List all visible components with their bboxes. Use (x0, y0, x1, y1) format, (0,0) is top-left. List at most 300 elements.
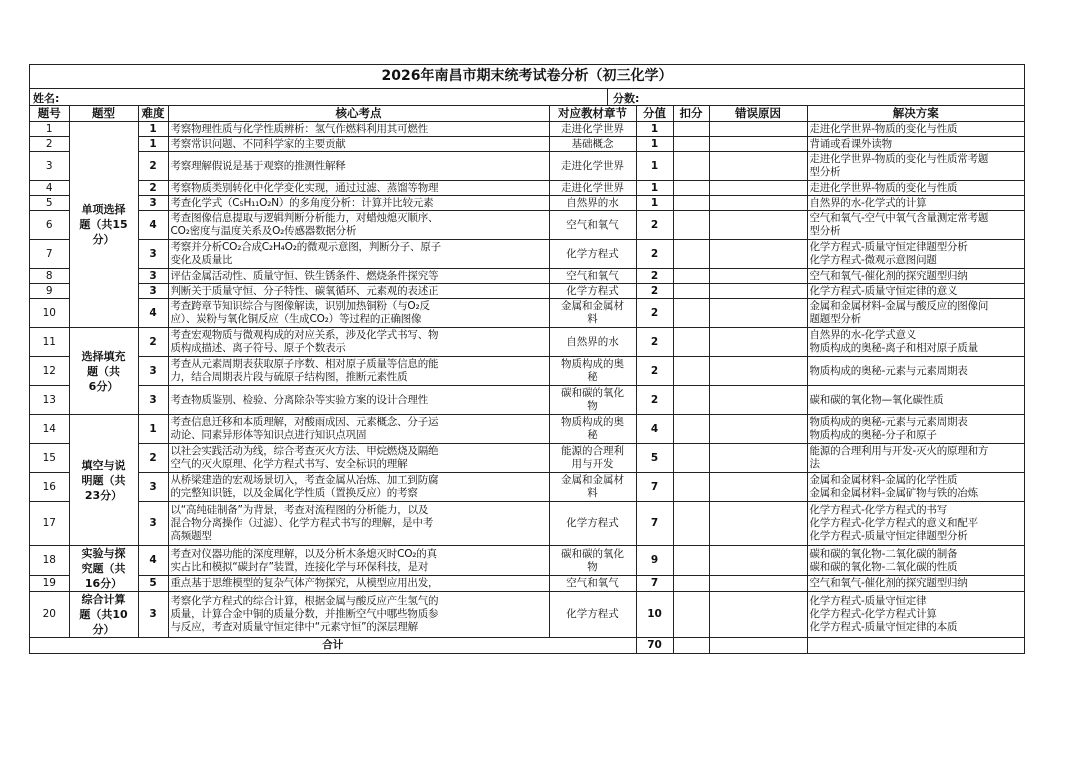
solution (807, 328, 1024, 357)
question-number: 4 (30, 181, 69, 196)
question-type-line: 16分） (84, 577, 123, 590)
solution-line: 化学方程式-质量守恒定律题型分析 (809, 530, 968, 542)
table-row (30, 592, 1024, 638)
core-focus-line: 考察物质类别转化中化学变化实现，通过过滤、蒸馏等物理 (170, 181, 439, 194)
solution (807, 576, 1024, 592)
table-row (30, 137, 1024, 152)
solution-line: 物质构成的奥秘-元素与元素周期表 (809, 416, 968, 428)
textbook-chapter-line: 金属和金属材 (561, 474, 624, 486)
solution-line: 化学方程式-质量守恒定律的意义 (809, 284, 958, 297)
solution-line: 化学方程式-质量守恒定律题型分析 (809, 241, 968, 253)
difficulty: 3 (138, 196, 168, 211)
solution-line: 化学方程式-化学方程式的书写 (809, 504, 947, 516)
difficulty: 1 (138, 415, 168, 444)
question-number: 10 (30, 299, 69, 328)
core-focus-line: 质构成描述、离子符号、原子个数表示 (170, 342, 346, 354)
core-focus-line: 的完整知识链，以及金属化学性质（置换反应）的考察 (170, 487, 418, 499)
core-focus-line: 考察理解假说是基于观察的推测性解释 (170, 159, 346, 172)
textbook-chapter (549, 415, 636, 444)
solution-line: 法 (809, 458, 820, 470)
core-focus (168, 386, 549, 415)
question-number: 9 (30, 284, 69, 299)
solution-line: 物质构成的奥秘-元素与元素周期表 (809, 364, 968, 377)
analysis-table (30, 106, 1024, 653)
error-reason-cell (709, 415, 807, 444)
header-points: 分值 (636, 106, 673, 122)
deduct-cell (673, 357, 709, 386)
core-focus-line: 混合物分离操作（过滤）、化学方程式书写的理解，是中考 (170, 517, 434, 529)
textbook-chapter (549, 137, 636, 152)
core-focus (168, 211, 549, 240)
error-reason-cell (709, 137, 807, 152)
deduct-cell (673, 473, 709, 502)
textbook-chapter-line: 自然界的水 (566, 335, 619, 348)
points: 2 (636, 299, 673, 328)
textbook-chapter-line: 物质构成的奥 (561, 416, 624, 428)
textbook-chapter-line: 金属和金属材 (561, 300, 624, 312)
points: 2 (636, 240, 673, 269)
question-number: 16 (30, 473, 69, 502)
solution (807, 502, 1024, 546)
question-number: 5 (30, 196, 69, 211)
core-focus-line: 重点基于思维模型的复杂气体产物探究，从模型应用出发， (170, 577, 439, 590)
solution (807, 357, 1024, 386)
table-row (30, 473, 1024, 502)
core-focus-line: 考察化学方程式的综合计算，根据金属与酸反应产生氢气的 (170, 595, 439, 607)
name-score-bar (30, 89, 1024, 106)
textbook-chapter-line: 秘 (587, 371, 598, 383)
core-focus-line: 考查从元素周期表获取原子序数、相对原子质量等信息的能 (170, 358, 439, 370)
header-focus: 核心考点 (168, 106, 549, 122)
solution (807, 211, 1024, 240)
deduct-cell (673, 386, 709, 415)
solution (807, 196, 1024, 211)
solution-line: 自然界的水-化学式的计算 (809, 196, 927, 209)
question-number: 17 (30, 502, 69, 546)
error-reason-cell (709, 152, 807, 181)
difficulty: 4 (138, 546, 168, 576)
question-number: 20 (30, 592, 69, 638)
solution-line: 走进化学世界-物质的变化与性质 (809, 181, 958, 194)
textbook-chapter (549, 386, 636, 415)
textbook-chapter (549, 473, 636, 502)
core-focus-line: 评估金属活动性、质量守恒、铁生锈条件、燃烧条件探究等 (170, 269, 439, 282)
deduct-cell (673, 137, 709, 152)
error-reason-cell (709, 328, 807, 357)
header-deduct: 扣分 (673, 106, 709, 122)
solution-line: 空气和氧气-空气中氧气含量测定常考题 (809, 212, 989, 224)
solution-line: 碳和碳的氧化物-二氧化碳的制备 (809, 547, 958, 560)
textbook-chapter-line: 空气和氧气 (566, 577, 619, 590)
solution-line: 化学方程式-化学方程式的意义和配平 (809, 517, 978, 529)
solution-line: 空气和氧气-催化剂的探究题型归纳 (809, 577, 968, 590)
core-focus-line: CO₂密度与温度关系及O₂传感器数据分析 (170, 225, 357, 237)
textbook-chapter-line: 走进化学世界 (561, 159, 624, 172)
core-focus (168, 473, 549, 502)
deduct-cell (673, 328, 709, 357)
solution (807, 415, 1024, 444)
difficulty: 2 (138, 152, 168, 181)
header-difficulty: 难度 (138, 106, 168, 122)
core-focus-line: 高频题型 (170, 530, 212, 542)
total-label: 合计 (30, 638, 636, 654)
deduct-cell (673, 181, 709, 196)
textbook-chapter-line: 料 (587, 487, 598, 499)
question-number: 1 (30, 122, 69, 137)
difficulty: 3 (138, 386, 168, 415)
question-type-line: 分） (92, 233, 115, 246)
table-row (30, 502, 1024, 546)
textbook-chapter-line: 自然界的水 (566, 196, 619, 209)
solution (807, 546, 1024, 576)
solution-line: 走进化学世界-物质的变化与性质 (809, 122, 958, 135)
textbook-chapter (549, 299, 636, 328)
core-focus (168, 415, 549, 444)
core-focus-line: 考察常识问题、不同科学家的主要贡献 (170, 137, 346, 150)
textbook-chapter (549, 196, 636, 211)
question-number: 19 (30, 576, 69, 592)
textbook-chapter-line: 基础概念 (571, 137, 614, 150)
table-row (30, 576, 1024, 592)
points: 4 (636, 415, 673, 444)
core-focus-line: 应）、炭粉与氧化铜反应（生成CO₂）等过程的正确图像 (170, 313, 422, 325)
page-title: 2026年南昌市期末统考试卷分析（初三化学） (30, 65, 1024, 89)
points: 1 (636, 196, 673, 211)
question-type-line: 6分） (88, 379, 119, 393)
error-reason-cell (709, 444, 807, 473)
points: 7 (636, 576, 673, 592)
textbook-chapter-line: 化学方程式 (566, 608, 619, 620)
error-reason-cell (709, 473, 807, 502)
header-chapter: 对应教材章节 (549, 106, 636, 122)
deduct-cell (673, 546, 709, 576)
difficulty: 3 (138, 269, 168, 284)
solution-line: 空气和氧气-催化剂的探究题型归纳 (809, 269, 968, 282)
core-focus-line: 以社会实践活动为线，综合考查灭火方法、甲烷燃烧及隔绝 (170, 445, 439, 457)
points: 7 (636, 473, 673, 502)
textbook-chapter-line: 走进化学世界 (561, 181, 624, 194)
deduct-cell (673, 152, 709, 181)
points: 9 (636, 546, 673, 576)
table-row (30, 284, 1024, 299)
deduct-cell (673, 284, 709, 299)
textbook-chapter (549, 576, 636, 592)
deduct-cell (673, 299, 709, 328)
question-type (69, 415, 138, 546)
textbook-chapter-line: 物质构成的奥 (561, 358, 624, 370)
question-type-line: 明题（共 (81, 473, 126, 487)
core-focus-line: 力，结合周期表片段与硫原子结构图，推断元素性质 (170, 371, 408, 383)
core-focus-line: 考查化学式（C₅H₁₁O₂N）的多角度分析：计算并比较元素 (170, 196, 434, 209)
question-number: 7 (30, 240, 69, 269)
textbook-chapter (549, 284, 636, 299)
question-number: 6 (30, 211, 69, 240)
question-type-line: 23分） (84, 488, 123, 502)
points: 1 (636, 181, 673, 196)
question-type-line: 题（共 (87, 364, 120, 378)
core-focus-line: 考查图像信息提取与逻辑判断分析能力，对蜡烛熄灭顺序、 (170, 212, 439, 224)
core-focus-line: 判断关于质量守恒、分子特性、碳氧循环、元素观的表述正 (170, 284, 439, 297)
name-label: 姓名: (33, 92, 60, 105)
textbook-chapter-line: 化学方程式 (566, 284, 619, 297)
core-focus-line: 考查物质鉴别、检验、分离除杂等实验方案的设计合理性 (170, 393, 428, 406)
question-type (69, 592, 138, 638)
difficulty: 5 (138, 576, 168, 592)
table-row (30, 415, 1024, 444)
table-row (30, 122, 1024, 137)
core-focus-line: 从桥梁建造的宏观场景切入，考查金属从冶炼、加工到防腐 (170, 474, 439, 486)
solution (807, 473, 1024, 502)
error-reason-cell (709, 546, 807, 576)
question-number: 13 (30, 386, 69, 415)
core-focus (168, 546, 549, 576)
points: 5 (636, 444, 673, 473)
table-row (30, 211, 1024, 240)
solution-line: 型分析 (809, 166, 841, 178)
question-number: 15 (30, 444, 69, 473)
error-reason-cell (709, 576, 807, 592)
core-focus (168, 269, 549, 284)
header-row (30, 106, 1024, 122)
question-number: 3 (30, 152, 69, 181)
core-focus-line: 考察并分析CO₂合成C₂H₄O₂的微观示意图，判断分子、原子 (170, 241, 441, 253)
core-focus (168, 181, 549, 196)
difficulty: 3 (138, 284, 168, 299)
difficulty: 1 (138, 137, 168, 152)
core-focus (168, 592, 549, 638)
table-row (30, 152, 1024, 181)
points: 10 (636, 592, 673, 638)
deduct-cell (673, 576, 709, 592)
difficulty: 3 (138, 473, 168, 502)
solution (807, 444, 1024, 473)
textbook-chapter-line: 秘 (587, 429, 598, 441)
deduct-cell (673, 211, 709, 240)
textbook-chapter-line: 用与开发 (571, 458, 614, 470)
question-type (69, 546, 138, 592)
deduct-cell (673, 592, 709, 638)
textbook-chapter (549, 444, 636, 473)
textbook-chapter (549, 269, 636, 284)
textbook-chapter-line: 走进化学世界 (561, 122, 624, 135)
error-reason-cell (709, 284, 807, 299)
header-no: 题号 (30, 106, 69, 122)
solution (807, 592, 1024, 638)
header-type: 题型 (69, 106, 138, 122)
table-row (30, 240, 1024, 269)
question-number: 2 (30, 137, 69, 152)
textbook-chapter (549, 546, 636, 576)
difficulty: 3 (138, 240, 168, 269)
question-type-line: 填空与说 (81, 458, 126, 472)
core-focus (168, 299, 549, 328)
textbook-chapter (549, 357, 636, 386)
solution-line: 物质构成的奥秘-离子和相对原子质量 (809, 342, 978, 354)
solution-line: 物质构成的奥秘-分子和原子 (809, 429, 937, 441)
solution (807, 181, 1024, 196)
question-type (69, 328, 138, 415)
error-reason-cell (709, 502, 807, 546)
textbook-chapter-line: 空气和氧气 (566, 218, 619, 231)
core-focus-line: 与反应，考查对质量守恒定律中“元素守恒”的深层理解 (170, 621, 418, 633)
header-solution: 解决方案 (807, 106, 1024, 122)
solution-line: 题题型分析 (809, 313, 861, 325)
table-row (30, 444, 1024, 473)
points: 2 (636, 269, 673, 284)
error-reason-cell (709, 269, 807, 284)
textbook-chapter (549, 122, 636, 137)
core-focus-line: 以“高纯硅制备”为背景，考查对流程图的分析能力，以及 (170, 504, 429, 516)
total-solution-cell (807, 638, 1024, 654)
exam-analysis-sheet (29, 64, 1025, 654)
core-focus (168, 502, 549, 546)
textbook-chapter (549, 592, 636, 638)
core-focus (168, 152, 549, 181)
points: 2 (636, 284, 673, 299)
error-reason-cell (709, 299, 807, 328)
core-focus (168, 576, 549, 592)
deduct-cell (673, 269, 709, 284)
textbook-chapter-line: 化学方程式 (566, 517, 619, 529)
solution-line: 化学方程式-化学方程式计算 (809, 608, 937, 620)
points: 1 (636, 122, 673, 137)
deduct-cell (673, 415, 709, 444)
solution (807, 152, 1024, 181)
core-focus (168, 196, 549, 211)
core-focus-line: 考查对仪器功能的深度理解，以及分析木条熄灭时CO₂的真 (170, 547, 437, 560)
table-row (30, 546, 1024, 576)
solution-line: 背诵或看课外读物 (809, 137, 892, 150)
points: 2 (636, 386, 673, 415)
table-row (30, 196, 1024, 211)
core-focus-line: 动论、同素异形体等知识点进行知识点巩固 (170, 429, 367, 441)
solution (807, 122, 1024, 137)
error-reason-cell (709, 211, 807, 240)
textbook-chapter (549, 240, 636, 269)
difficulty: 2 (138, 328, 168, 357)
difficulty: 4 (138, 299, 168, 328)
question-number: 18 (30, 546, 69, 576)
table-row (30, 386, 1024, 415)
deduct-cell (673, 240, 709, 269)
textbook-chapter-line: 碳和碳的氧化 (561, 547, 624, 560)
solution-line: 碳和碳的氧化物-二氧化碳的性质 (809, 560, 958, 573)
points: 1 (636, 137, 673, 152)
solution-line: 走进化学世界-物质的变化与性质常考题 (809, 153, 989, 165)
core-focus-line: 考查信息迁移和本质理解，对酸雨成因、元素概念、分子运 (170, 416, 439, 428)
textbook-chapter (549, 181, 636, 196)
score-label: 分数: (613, 92, 640, 105)
deduct-cell (673, 122, 709, 137)
question-type-line: 分） (92, 623, 115, 636)
error-reason-cell (709, 386, 807, 415)
textbook-chapter-line: 化学方程式 (566, 247, 619, 260)
solution-line: 化学方程式-质量守恒定律 (809, 595, 927, 607)
core-focus-line: 实占比和模拟“碳封存”装置，连接化学与环保科技，是对 (170, 560, 429, 573)
textbook-chapter-line: 物 (587, 560, 598, 573)
deduct-cell (673, 196, 709, 211)
total-row (30, 638, 1024, 654)
solution-line: 型分析 (809, 225, 841, 237)
solution (807, 137, 1024, 152)
core-focus (168, 122, 549, 137)
difficulty: 3 (138, 502, 168, 546)
table-row (30, 357, 1024, 386)
error-reason-cell (709, 240, 807, 269)
textbook-chapter-line: 碳和碳的氧化 (561, 387, 624, 399)
solution (807, 240, 1024, 269)
solution-line: 自然界的水-化学式意义 (809, 329, 917, 341)
question-number: 8 (30, 269, 69, 284)
points: 1 (636, 152, 673, 181)
question-type-line: 究题（共 (81, 562, 126, 575)
question-number: 11 (30, 328, 69, 357)
core-focus (168, 240, 549, 269)
difficulty: 3 (138, 592, 168, 638)
question-type-line: 题（共10 (79, 608, 128, 621)
solution-line: 金属和金属材料-金属与酸反应的图像问 (809, 300, 989, 312)
core-focus (168, 357, 549, 386)
solution-line: 碳和碳的氧化物—氧化碳性质 (809, 393, 944, 406)
deduct-cell (673, 444, 709, 473)
question-type-line: 单项选择 (81, 203, 126, 216)
difficulty: 2 (138, 444, 168, 473)
total-points: 70 (636, 638, 673, 654)
core-focus (168, 444, 549, 473)
solution-line: 金属和金属材料-金属矿物与铁的冶炼 (809, 487, 978, 499)
core-focus-line: 考查宏观物质与微观构成的对应关系，涉及化学式书写、物 (170, 329, 439, 341)
question-type-line: 综合计算 (81, 593, 126, 606)
core-focus-line: 变化及质量比 (170, 254, 233, 266)
difficulty: 3 (138, 357, 168, 386)
textbook-chapter (549, 211, 636, 240)
textbook-chapter (549, 152, 636, 181)
question-type-line: 题（共15 (79, 218, 128, 231)
textbook-chapter-line: 物 (587, 400, 598, 412)
textbook-chapter-line: 能源的合理利 (561, 445, 624, 457)
error-reason-cell (709, 196, 807, 211)
core-focus (168, 328, 549, 357)
core-focus (168, 137, 549, 152)
table-row (30, 269, 1024, 284)
core-focus-line: 质量，计算合金中铜的质量分数，并推断空气中哪些物质参 (170, 608, 439, 620)
points: 2 (636, 328, 673, 357)
question-type (69, 122, 138, 328)
textbook-chapter-line: 料 (587, 313, 598, 325)
error-reason-cell (709, 122, 807, 137)
difficulty: 2 (138, 181, 168, 196)
points: 7 (636, 502, 673, 546)
solution (807, 386, 1024, 415)
deduct-cell (673, 502, 709, 546)
solution (807, 269, 1024, 284)
points: 2 (636, 357, 673, 386)
core-focus (168, 284, 549, 299)
question-number: 12 (30, 357, 69, 386)
core-focus-line: 考查跨章节知识综合与图像解读，识别加热铜粉（与O₂反 (170, 300, 430, 312)
question-type-line: 选择填充 (81, 349, 126, 363)
core-focus-line: 考察物理性质与化学性质辨析：氢气作燃料利用其可燃性 (170, 122, 428, 135)
error-reason-cell (709, 592, 807, 638)
table-row (30, 299, 1024, 328)
solution-line: 能源的合理利用与开发-灭火的原理和方 (809, 445, 989, 457)
solution-line: 化学方程式-微观示意图问题 (809, 254, 937, 266)
question-number: 14 (30, 415, 69, 444)
solution-line: 化学方程式-质量守恒定律的本质 (809, 621, 958, 633)
error-reason-cell (709, 181, 807, 196)
difficulty: 4 (138, 211, 168, 240)
textbook-chapter (549, 328, 636, 357)
